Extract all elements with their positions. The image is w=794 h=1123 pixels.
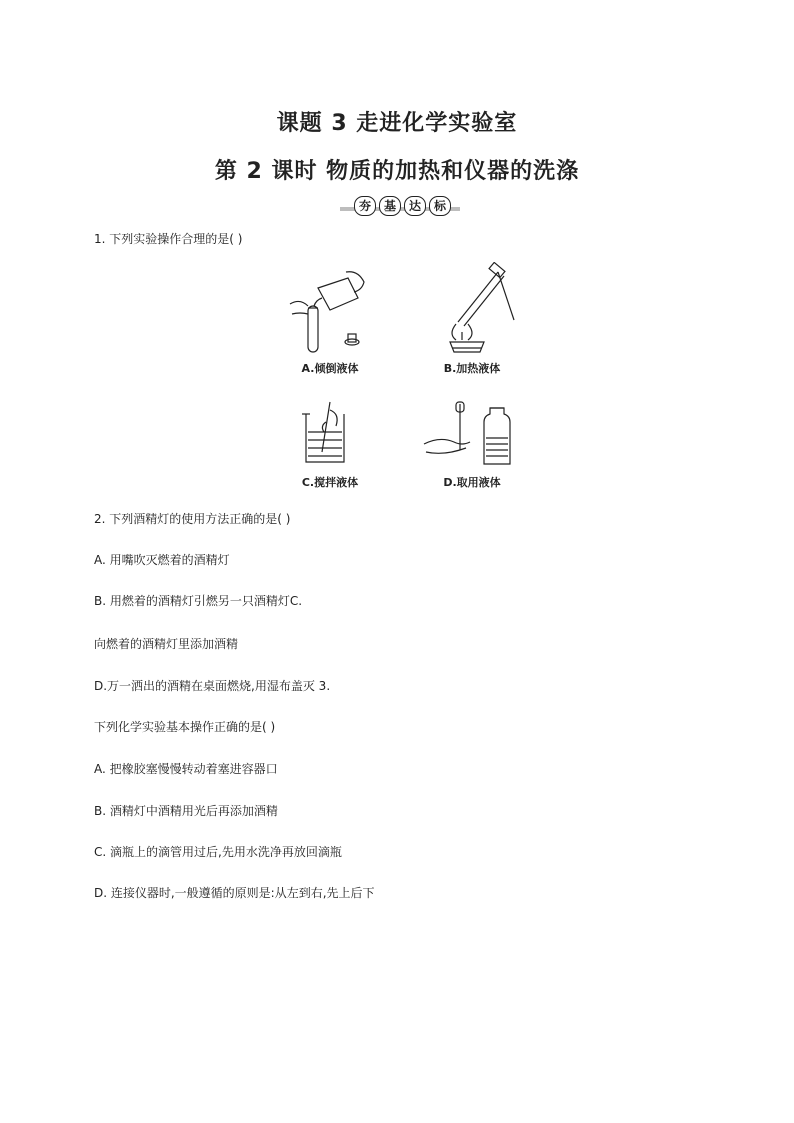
- taking-liquid-figure: [420, 400, 530, 470]
- section-banner: [340, 196, 460, 216]
- banner-char-4: 标: [429, 196, 451, 216]
- option-a-caption: A.倾倒液体: [301, 362, 359, 375]
- question-2-option-b: B. 用燃着的酒精灯引燃另一只酒精灯C.: [94, 594, 303, 608]
- stirring-liquid-figure: [296, 400, 356, 470]
- lesson-subtitle: 第 2 课时 物质的加热和仪器的洗涤: [214, 159, 580, 184]
- question-3-option-b: B. 酒精灯中酒精用光后再添加酒精: [94, 804, 278, 818]
- question-3-option-c: C. 滴瓶上的滴管用过后,先用水洗净再放回滴瓶: [94, 845, 342, 859]
- question-3-option-a: A. 把橡胶塞慢慢转动着塞进容器口: [94, 762, 278, 776]
- question-2-stem: 2. 下列酒精灯的使用方法正确的是( ): [94, 512, 291, 526]
- pouring-liquid-figure: [282, 268, 372, 358]
- question-2-option-a: A. 用嘴吹灭燃着的酒精灯: [94, 553, 230, 567]
- banner-char-3: 达: [404, 196, 426, 216]
- banner-char-2: 基: [379, 196, 401, 216]
- question-3-option-d: D. 连接仪器时,一般遵循的原则是:从左到右,先上后下: [94, 886, 375, 900]
- question-2-option-d: D.万一洒出的酒精在桌面燃烧,用湿布盖灭 3.: [94, 679, 331, 693]
- option-d-caption: D.取用液体: [443, 476, 501, 489]
- banner-char-1: 夯: [354, 196, 376, 216]
- option-c-caption: C.搅拌液体: [301, 476, 359, 489]
- lesson-title: 课题 3 走进化学实验室: [276, 111, 518, 136]
- question-3-stem: 下列化学实验基本操作正确的是( ): [94, 720, 276, 734]
- heating-liquid-figure: [440, 262, 530, 358]
- question-1-stem: 1. 下列实验操作合理的是( ): [94, 232, 243, 246]
- option-b-caption: B.加热液体: [443, 362, 501, 375]
- question-2-option-c: 向燃着的酒精灯里添加酒精: [94, 637, 239, 651]
